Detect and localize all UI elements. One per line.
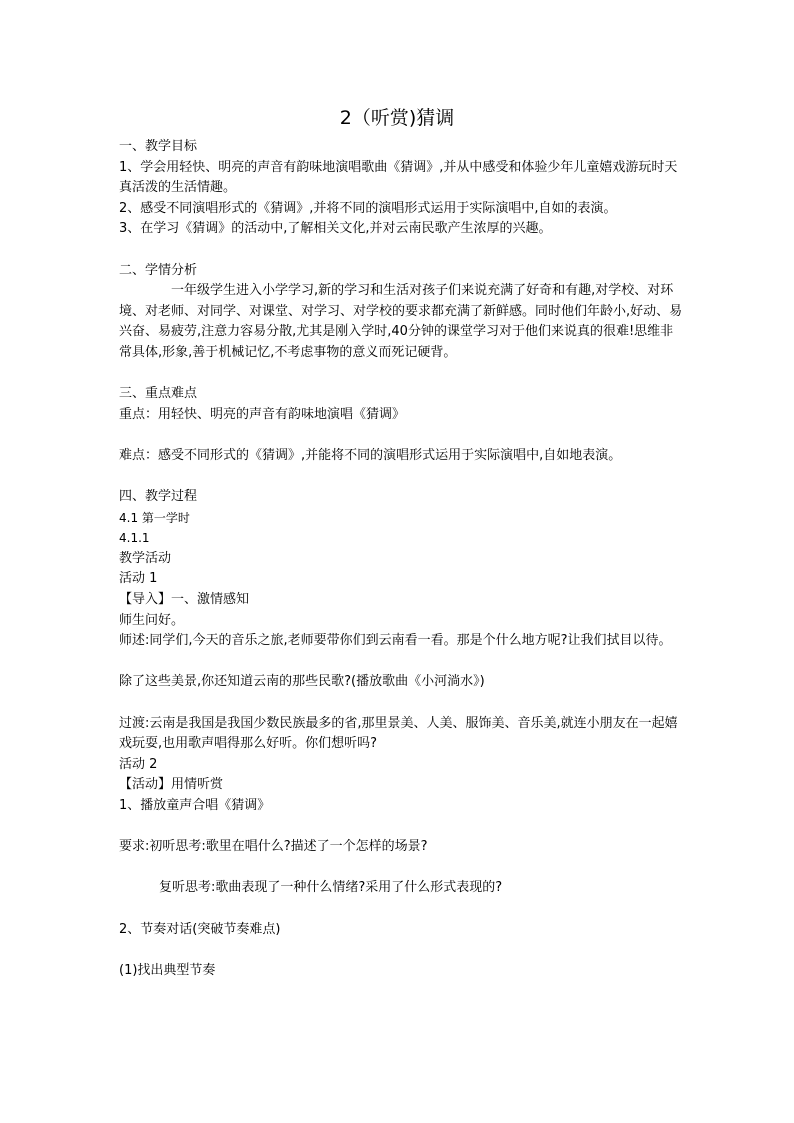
requirement: 要求:初听思考:歌里在唱什么?描述了一个怎样的场景? [119,839,428,855]
transition: 过渡:云南是我国是我国少数民族最多的省,那里景美、人美、服饰美、音乐美,就连小朋友在一起嬉戏玩耍,也用歌声唱得那么好听。你们想听吗? [119,715,678,752]
goals-heading: 一、教学目标 [119,139,198,154]
difficulty: 难点：感受不同形式的《猜调》,并能将不同的演唱形式运用于实际演唱中,自如地表演。 [119,447,622,463]
find-rhythm-item: (1)找出典型节奏 [119,962,216,978]
activity-1-label: 活动 1 [119,571,158,587]
greeting: 师生问好。 [119,612,185,628]
key-heading: 三、重点难点 [119,386,198,402]
scenery-question: 除了这些美景,你还知道云南的那些民歌?(播放歌曲《小河淌水》) [119,674,485,690]
goal-item: 1、学会用轻快、明亮的声音有韵味地演唱歌曲《猜调》,并从中感受和体验少年儿童嬉戏游玩时天真活泼的生活情趣。 [119,159,678,196]
document-body [119,137,685,981]
analysis-paragraph: 一年级学生进入小学学习,新的学习和生活对孩子们来说充满了好奇和有趣,对学校、对环境、对老师、对同学、对课堂、对学习、对学校的要求都充满了新鲜感。同时他们年龄小,好动、易兴奋、易疲劳,注意力容易分散,尤其是刚入学时,40分钟的课堂学习对于他们来说真的很难!思维非常具体,形象,善于机械记忆,不考虑事物的意义而死记硬背。 [119,283,683,360]
document-title: 2（听赏)猜调 [339,107,455,129]
play-item: 1、播放童声合唱《猜调》 [119,798,271,813]
teacher-narration: 师述:同学们,今天的音乐之旅,老师要带你们到云南看一看。那是个什么地方呢?让我们拭目以待。 [119,633,672,649]
relisten-question: 复听思考:歌曲表现了一种什么情绪?采用了什么形式表现的? [159,880,503,896]
intro-heading: 【导入】一、激情感知 [119,592,250,608]
lesson-sub-label: 4.1.1 [119,531,150,546]
analysis-heading: 二、学情分析 [119,262,198,278]
key-point: 重点：用轻快、明亮的声音有韵味地演唱《猜调》 [119,406,406,422]
listen-heading: 【活动】用情听赏 [119,777,224,793]
process-heading: 四、教学过程 [119,489,198,505]
goal-item: 2、感受不同演唱形式的《猜调》,并将不同的演唱形式运用于实际演唱中,自如的表演。 [119,200,617,216]
goal-item: 3、在学习《猜调》的活动中,了解相关文化,并对云南民歌产生浓厚的兴趣。 [119,221,552,237]
rhythm-item: 2、节奏对话(突破节奏难点) [119,921,281,937]
activity-heading: 教学活动 [119,550,172,566]
activity-2-label: 活动 2 [119,756,158,772]
lesson-label: 4.1 第一学时 [119,510,190,525]
